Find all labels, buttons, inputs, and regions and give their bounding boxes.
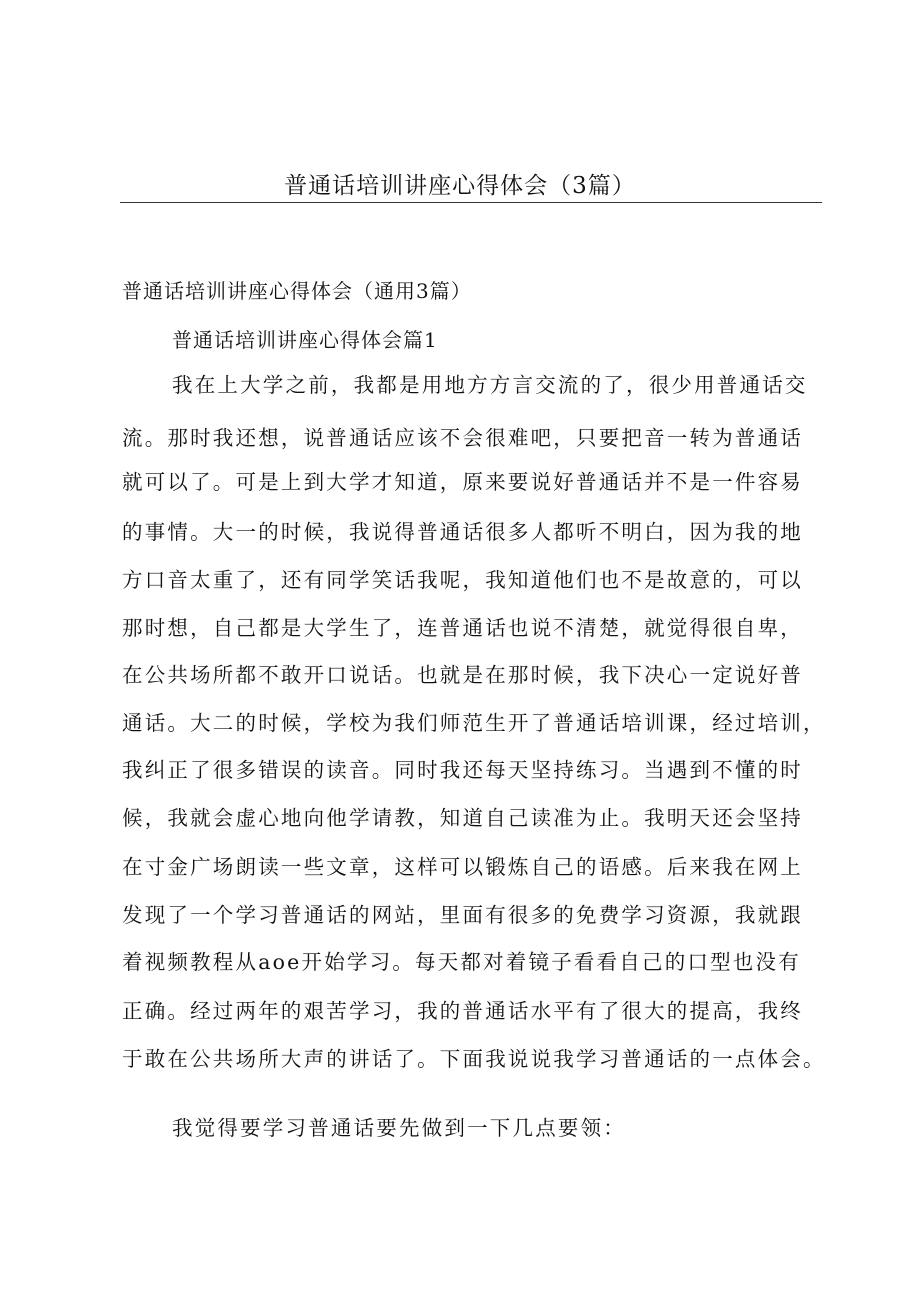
paragraph-line: 我纠正了很多错误的读音。同时我还每天坚持练习。当遇到不懂的时	[122, 758, 803, 782]
paragraph-line: 在公共场所都不敢开口说话。也就是在那时候，我下决心一定说好普	[122, 663, 803, 687]
title-underline	[120, 202, 822, 203]
page-title: 普通话培训讲座心得体会（3篇）	[284, 173, 636, 199]
paragraph-2: 我觉得要学习普通话要先做到一下几点要领：	[172, 1116, 626, 1140]
paragraph-line: 于敢在公共场所大声的讲话了。下面我说说我学习普通话的一点体会。	[122, 1047, 826, 1071]
paragraph-line: 那时想，自己都是大学生了，连普通话也说不清楚，就觉得很自卑，	[122, 616, 803, 640]
paragraph-line: 着视频教程从aoe开始学习。每天都对着镜子看看自己的口型也没有	[122, 950, 801, 974]
paragraph-line: 的事情。大一的时候，我说得普通话很多人都听不明白，因为我的地	[122, 520, 803, 544]
paragraph-line: 正确。经过两年的艰苦学习，我的普通话水平有了很大的提高，我终	[122, 999, 803, 1023]
paragraph-line: 方口音太重了，还有同学笑话我呢，我知道他们也不是故意的，可以	[122, 568, 803, 592]
section-heading: 普通话培训讲座心得体会篇1	[172, 328, 438, 352]
paragraph-line: 就可以了。可是上到大学才知道，原来要说好普通话并不是一件容易	[122, 470, 803, 494]
paragraph-line: 候，我就会虚心地向他学请教，知道自己读准为止。我明天还会坚持	[122, 806, 803, 830]
paragraph-line: 发现了一个学习普通话的网站，里面有很多的免费学习资源，我就跟	[122, 903, 803, 927]
paragraph-line: 我在上大学之前，我都是用地方方言交流的了，很少用普通话交	[172, 373, 808, 397]
paragraph-line: 通话。大二的时候，学校为我们师范生开了普通话培训课，经过培训，	[122, 711, 826, 735]
paragraph-line: 在寸金广场朗读一些文章，这样可以锻炼自己的语感。后来我在网上	[122, 855, 803, 879]
paragraph-line: 流。那时我还想，说普通话应该不会很难吧，只要把音一转为普通话	[122, 426, 803, 450]
document-subtitle: 普通话培训讲座心得体会（通用3篇）	[122, 279, 472, 303]
